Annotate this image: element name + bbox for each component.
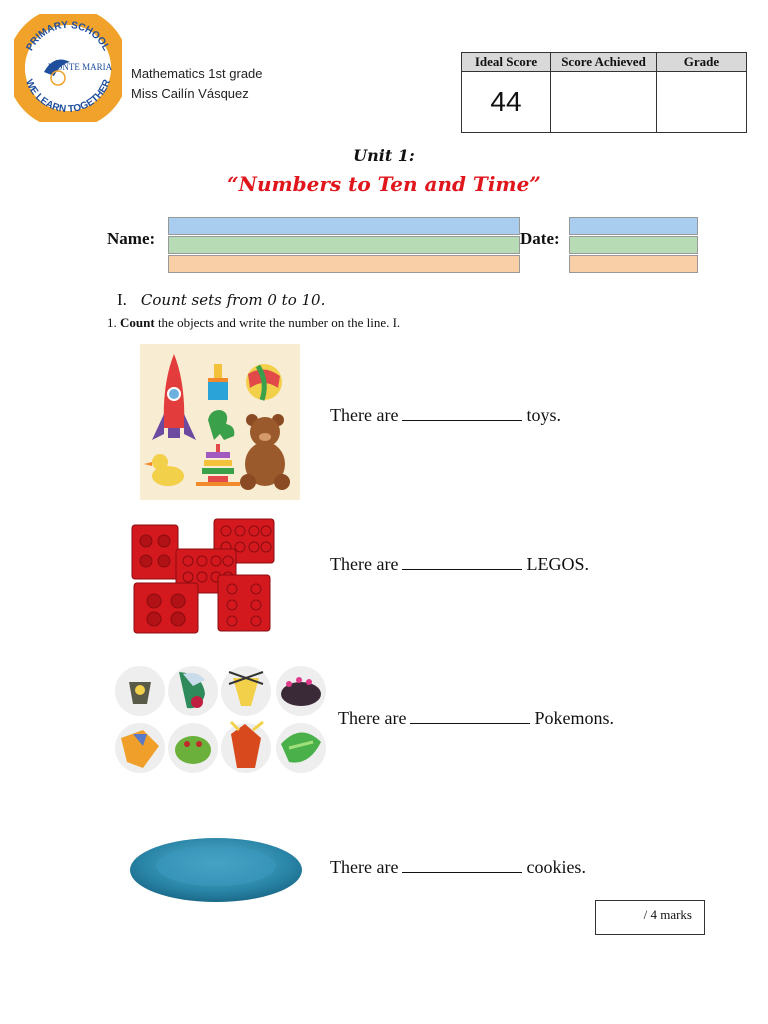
name-line-orange[interactable] xyxy=(168,255,520,273)
cookies-sentence xyxy=(330,857,586,878)
logo-center-text: MONTE MARIA xyxy=(47,62,113,72)
teacher-label: Miss Cailín Vásquez xyxy=(131,86,249,101)
date-label: Date: xyxy=(520,229,560,248)
pokemons-prefix: There are xyxy=(338,708,407,728)
ideal-score-value: 44 xyxy=(462,72,551,133)
legos-sentence xyxy=(330,554,589,575)
toys-sentence xyxy=(330,405,561,426)
instruction xyxy=(107,315,400,331)
pokemon-icon xyxy=(276,666,326,716)
toys-suffix: toys. xyxy=(526,405,561,425)
lego-brick-icon xyxy=(218,575,270,631)
pokemon-icon xyxy=(168,723,218,773)
cookies-answer-line[interactable] xyxy=(402,858,522,873)
toys-image xyxy=(140,344,300,500)
pokemon-icon xyxy=(115,666,165,716)
toys-answer-line[interactable] xyxy=(402,406,522,421)
ideal-score-header: Ideal Score xyxy=(462,53,551,72)
marks-box: / 4 marks xyxy=(595,900,705,935)
section-heading xyxy=(117,290,325,310)
section-number: I. xyxy=(117,290,127,309)
pokemons-answer-line[interactable] xyxy=(410,709,530,724)
unit-label: Unit 1: xyxy=(353,146,415,165)
cookies-suffix: cookies. xyxy=(526,857,586,877)
logo-arc-top: PRIMARY SCHOOL xyxy=(24,19,112,53)
date-line-blue[interactable] xyxy=(569,217,698,235)
legos-image xyxy=(128,515,280,640)
instruction-bold: Count xyxy=(120,315,155,330)
subject-label: Mathematics 1st grade xyxy=(131,66,263,81)
pokemons-sentence xyxy=(338,708,614,729)
instruction-number: 1. xyxy=(107,315,117,330)
pokemon-icon xyxy=(221,722,271,773)
pokemon-icon xyxy=(168,666,218,716)
lego-brick-icon xyxy=(134,583,198,633)
score-achieved-header: Score Achieved xyxy=(551,53,657,72)
legos-prefix: There are xyxy=(330,554,399,574)
plate-image xyxy=(128,832,304,904)
school-logo xyxy=(14,14,122,122)
grade-header: Grade xyxy=(657,53,747,72)
cookies-prefix: There are xyxy=(330,857,399,877)
name-label: Name: xyxy=(107,229,156,248)
lego-brick-icon xyxy=(132,525,178,579)
grade-cell[interactable] xyxy=(657,72,747,133)
legos-answer-line[interactable] xyxy=(402,555,522,570)
unit-title: “Numbers to Ten and Time” xyxy=(227,172,541,196)
date-line-green[interactable] xyxy=(569,236,698,254)
ball-icon xyxy=(246,364,282,400)
score-achieved-cell[interactable] xyxy=(551,72,657,133)
instruction-rest: the objects and write the number on the line. I. xyxy=(157,315,401,330)
toys-prefix: There are xyxy=(330,405,399,425)
pokemon-icon xyxy=(221,666,271,716)
date-line-orange[interactable] xyxy=(569,255,698,273)
legos-suffix: LEGOS. xyxy=(526,554,589,574)
score-table xyxy=(461,52,747,133)
pokemons-suffix: Pokemons. xyxy=(534,708,614,728)
header-text xyxy=(131,64,263,104)
logo-arc-bottom: WE LEARN TOGETHER xyxy=(22,77,113,116)
name-line-green[interactable] xyxy=(168,236,520,254)
pokemon-icon xyxy=(115,723,165,773)
name-line-blue[interactable] xyxy=(168,217,520,235)
section-title: Count sets from 0 to 10. xyxy=(140,291,326,309)
pokemon-icon xyxy=(276,723,326,773)
pokemons-image xyxy=(113,664,328,776)
